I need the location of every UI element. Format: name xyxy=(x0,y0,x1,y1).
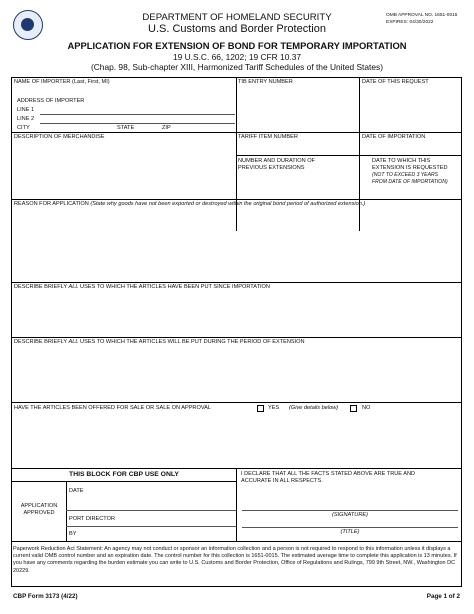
paperwork-reduction-notice: Paperwork Reduction Act Statement: An agency may not conduct or sponsor an information collection and a person is not required to respond to this information unless it displays a current valid OMB control number and an expiration date. The control number for this collection is 1651-0015. The estimated average time to complete this application is 13 minutes. If you have any comments regarding the burden estimate you can write to U.S. Customs and Border Protection, Office of Regulations and Rulings, 799 9th Street, NW., Washington DC 20229. xyxy=(13,546,457,574)
previous-extensions-field[interactable] xyxy=(238,158,315,172)
importer-name-field[interactable]: NAME OF IMPORTER (Last, First, MI) xyxy=(14,79,110,85)
approval-date-field[interactable]: DATE xyxy=(69,488,84,494)
date-of-request-field[interactable]: DATE OF THIS REQUEST xyxy=(362,79,429,85)
divider xyxy=(66,526,236,527)
form-title: APPLICATION FOR EXTENSION OF BOND FOR TEMPORARY IMPORTATION xyxy=(67,40,407,51)
yes-checkbox[interactable] xyxy=(257,405,264,412)
extension-limit-note-2: FROM DATE OF IMPORTATION) xyxy=(372,179,448,185)
future-uses-emphasis: ALL xyxy=(68,339,79,345)
cbp-block-title: THIS BLOCK FOR CBP USE ONLY xyxy=(69,471,179,478)
title-line[interactable] xyxy=(242,527,458,528)
port-director-field[interactable]: PORT DIRECTOR xyxy=(69,516,116,522)
previous-extensions-label-1: NUMBER AND DURATION OF xyxy=(238,158,315,164)
tib-entry-number-field[interactable]: TIB ENTRY NUMBER xyxy=(238,79,293,85)
city-field[interactable]: CITY xyxy=(17,125,30,131)
address-label: ADDRESS OF IMPORTER xyxy=(17,98,85,104)
reason-note: (State why goods have not been exported or destroyed within the original bond period of authorized extension.) xyxy=(90,201,366,207)
future-uses-label-a: DESCRIBE BRIEFLY xyxy=(14,339,69,345)
past-uses-label-b: USES TO WHICH THE ARTICLES HAVE BEEN PUT SINCE IMPORTATION xyxy=(78,284,270,290)
reason-for-application-field[interactable] xyxy=(14,201,365,208)
omb-approval xyxy=(386,13,457,26)
previous-extensions-label-2: PREVIOUS EXTENSIONS xyxy=(238,165,305,171)
divider xyxy=(236,155,462,156)
divider xyxy=(11,132,462,133)
past-uses-label-a: DESCRIBE BRIEFLY xyxy=(14,284,69,290)
divider xyxy=(11,402,462,403)
future-uses-field[interactable] xyxy=(14,339,305,346)
zip-field[interactable]: ZIP xyxy=(162,125,171,131)
past-uses-emphasis: ALL xyxy=(68,284,79,290)
no-checkbox[interactable] xyxy=(350,405,357,412)
by-field[interactable]: BY xyxy=(69,531,77,537)
signature-line[interactable] xyxy=(242,510,458,511)
extension-date-label-1: DATE TO WHICH THIS xyxy=(372,158,431,164)
approved-label: APPROVED xyxy=(23,510,55,516)
divider xyxy=(66,510,236,511)
statute-reference: 19 U.S.C. 66, 1202; 19 CFR 10.37 xyxy=(172,52,302,62)
application-label: APPLICATION xyxy=(20,503,58,509)
description-of-merchandise-field[interactable]: DESCRIPTION OF MERCHANDISE xyxy=(14,134,105,140)
address-line1-field[interactable] xyxy=(40,114,235,115)
divider xyxy=(11,481,236,482)
extension-date-field[interactable] xyxy=(372,158,448,186)
form-number: CBP Form 3173 (4/22) xyxy=(13,593,78,600)
signature-label: (SIGNATURE) xyxy=(332,512,368,518)
declaration-text xyxy=(241,471,415,485)
divider xyxy=(66,481,67,541)
address-line2-field[interactable] xyxy=(40,123,235,124)
date-of-importation-field[interactable]: DATE OF IMPORTATION xyxy=(362,134,426,140)
declaration-line-1: I DECLARE THAT ALL THE FACTS STATED ABOVE ARE TRUE AND xyxy=(241,471,416,477)
title-label: (TITLE) xyxy=(340,529,360,535)
tariff-item-number-field[interactable]: TARIFF ITEM NUMBER xyxy=(238,134,298,140)
omb-expiration: EXPIRES: 04/30/2022 xyxy=(386,19,434,25)
reason-label: REASON FOR APPLICATION xyxy=(14,201,89,207)
divider xyxy=(11,282,462,283)
address-line2-label: LINE 2 xyxy=(17,116,35,122)
department-name: DEPARTMENT OF HOMELAND SECURITY xyxy=(142,12,332,23)
no-label: NO xyxy=(362,405,371,411)
chapter-reference: (Chap. 98, Sub-chapter XIII, Harmonized Tariff Schedules of the United States) xyxy=(90,62,384,72)
divider xyxy=(11,541,462,542)
divider xyxy=(236,468,237,541)
extension-limit-note-1: (NOT TO EXCEED 3 YEARS xyxy=(372,172,439,178)
yes-label: YES xyxy=(268,405,280,411)
state-field[interactable]: STATE xyxy=(117,125,135,131)
give-details-note: (Give details below) xyxy=(289,405,339,411)
offered-for-sale-label: HAVE THE ARTICLES BEEN OFFERED FOR SALE OR SALE ON APPROVAL xyxy=(14,405,211,411)
future-uses-label-b: USES TO WHICH THE ARTICLES WILL BE PUT DURING THE PERIOD OF EXTENSION xyxy=(78,339,305,345)
divider xyxy=(11,337,462,338)
extension-date-label-2: EXTENSION IS REQUESTED xyxy=(372,165,448,171)
address-line1-label: LINE 1 xyxy=(17,107,35,113)
divider xyxy=(11,199,462,200)
application-approved-label xyxy=(13,503,65,517)
agency-name: U.S. Customs and Border Protection xyxy=(148,23,326,35)
page-number: Page 1 of 2 xyxy=(426,593,460,600)
declaration-line-2: ACCURATE IN ALL RESPECTS. xyxy=(241,478,323,484)
omb-number: OMB APPROVAL NO. 1651-0015 xyxy=(386,13,458,18)
past-uses-field[interactable] xyxy=(14,284,270,291)
